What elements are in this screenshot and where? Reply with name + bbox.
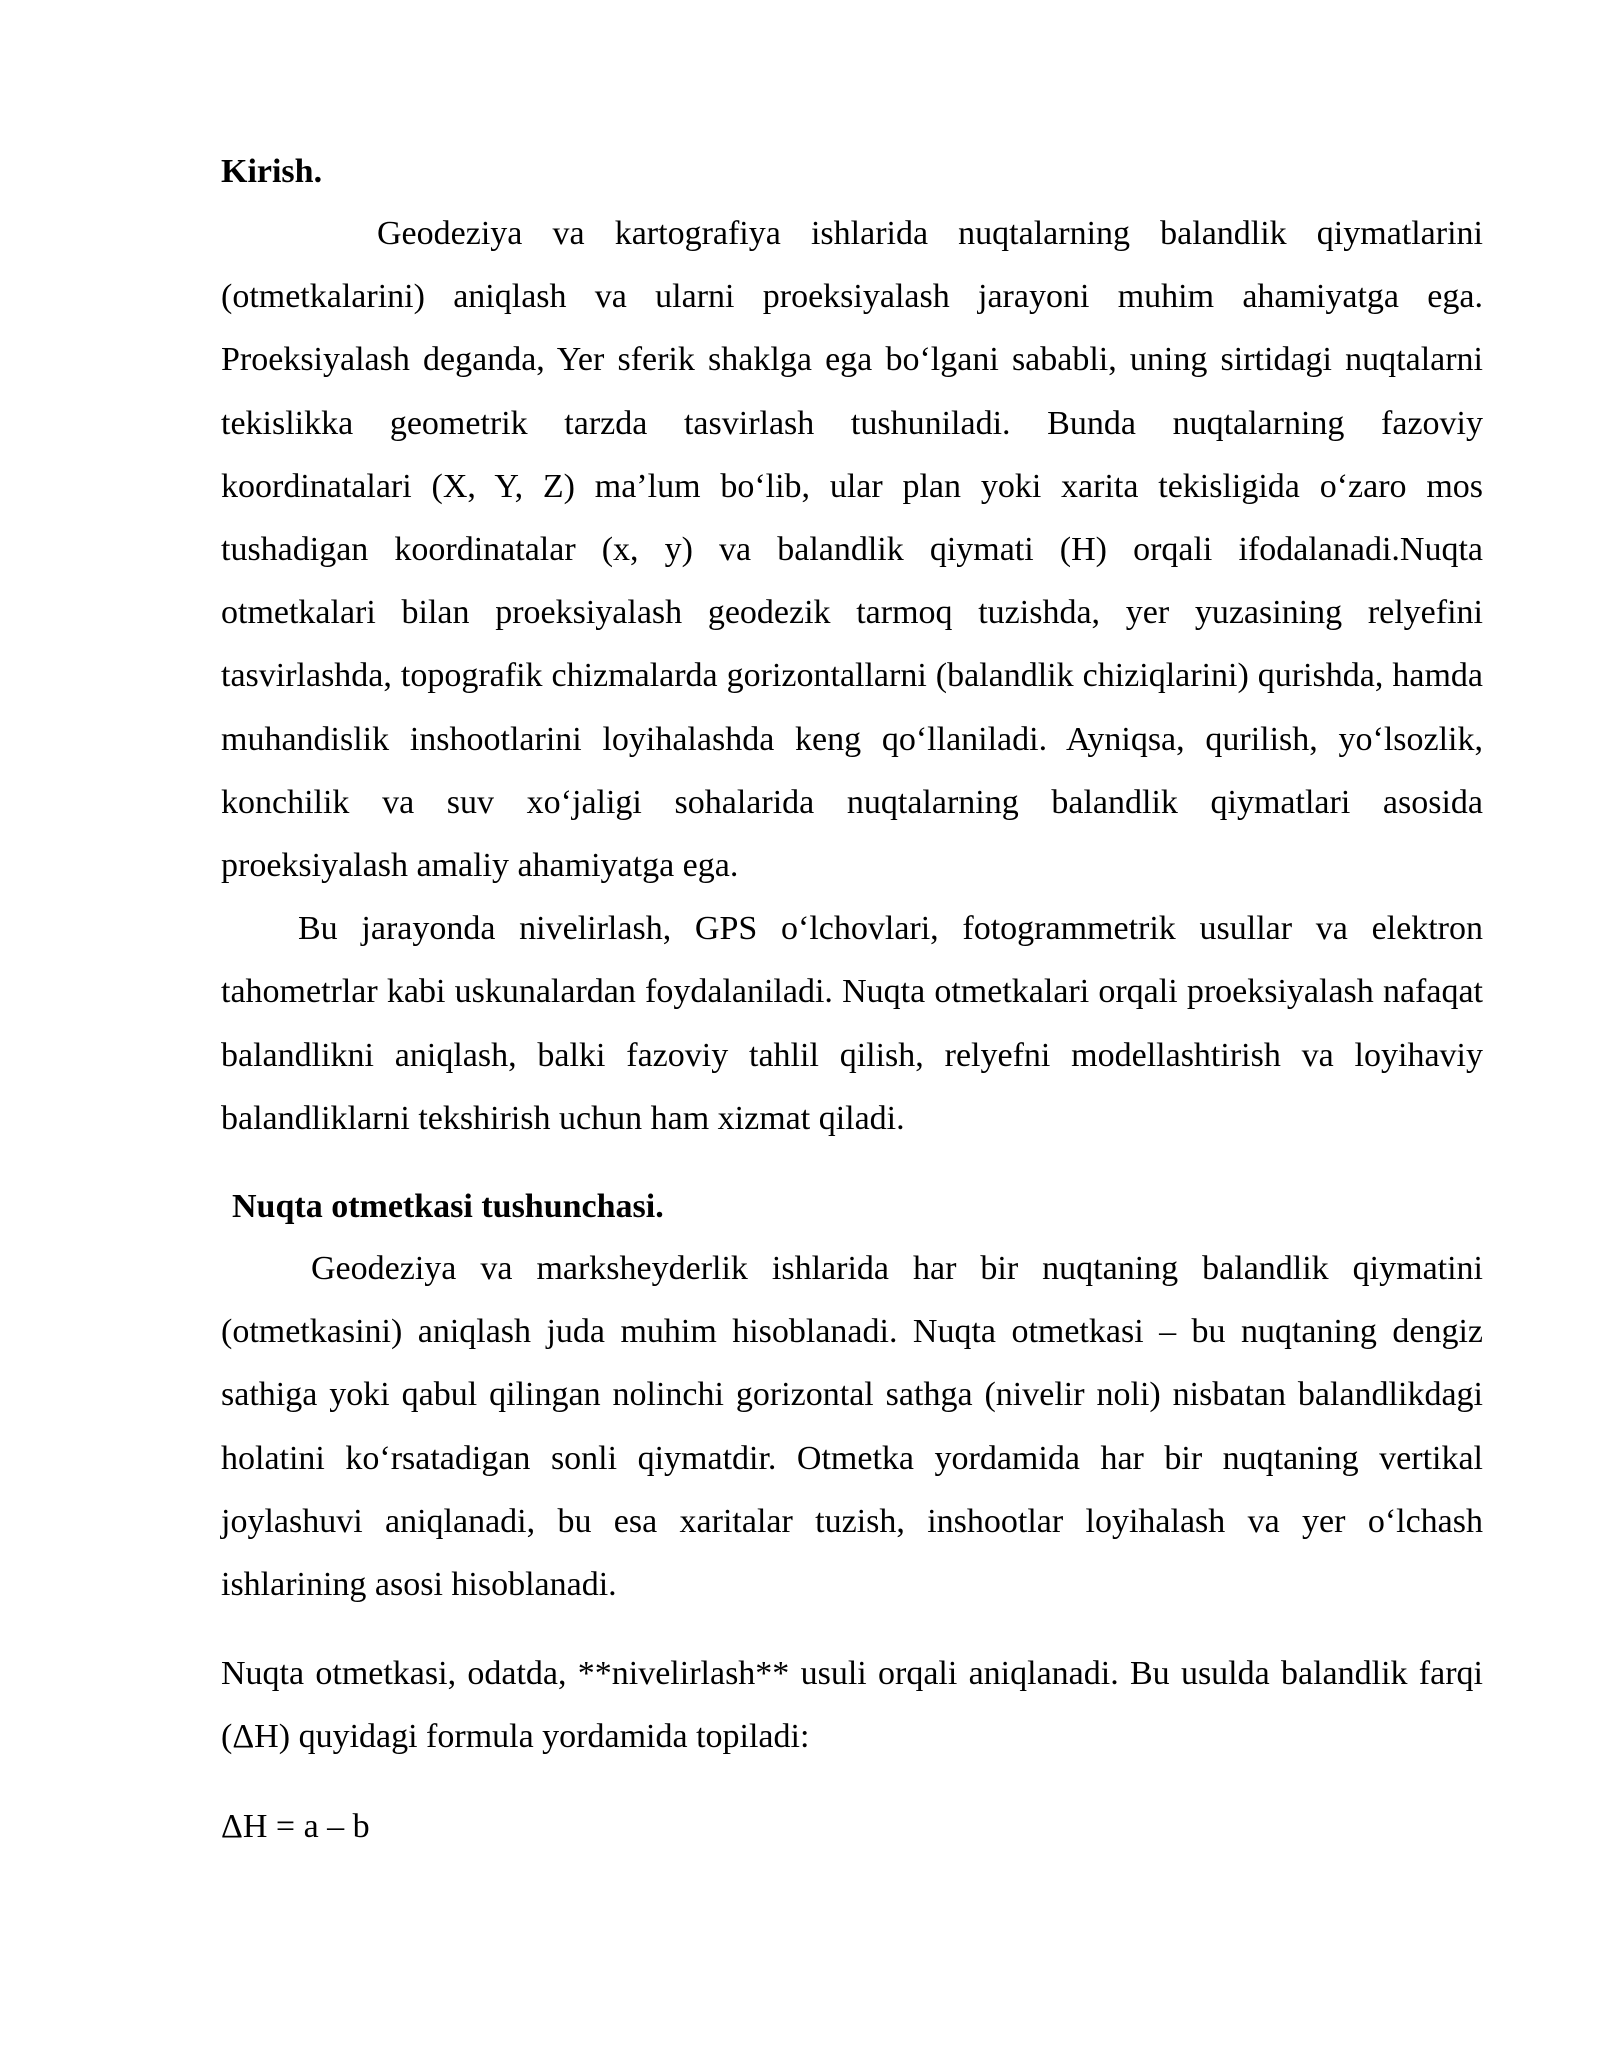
- intro-methods-paragraph: Bu jarayonda nivelirlash, GPS o‘lchovlari, fotogrammetrik usullar va elektron tahometrlar kabi uskunalardan foydalaniladi. Nuqta otmetkalari orqali proeksiyalash nafaqat balandlikni aniqlash, balki fazoviy tahlil qilish, relyefni modellashtirish va loyihaviy balandliklarni tekshirish uchun ham xizmat qiladi.: [221, 910, 1483, 1137]
- height-difference-formula: ΔH = a – b: [221, 1807, 370, 1845]
- point-elevation-paragraph: Geodeziya va marksheyderlik ishlarida har bir nuqtaning balandlik qiymatini (otmetkasini) aniqlash juda muhim hisoblanadi. Nuqta otmetkasi – bu nuqtaning dengiz sathiga yoki qabul qilingan nolinchi gorizontal sathga (nivelir noli) nisbatan balandlikdagi holatini ko‘rsatadigan sonli qiymatdir. Otmetka yordamida har bir nuqtaning vertikal joylashuvi aniqlanadi, bu esa xaritalar tuzish, inshootlar loyihalash va yer o‘lchash ishlarining asosi hisoblanadi.: [221, 1250, 1483, 1604]
- document-page: [221, 140, 1483, 1858]
- section-heading-point-elevation: Nuqta otmetkasi tushunchasi.: [232, 1188, 664, 1226]
- leveling-paragraph: Nuqta otmetkasi, odatda, **nivelirlash** usuli orqali aniqlanadi. Bu usulda balandlik farqi (ΔH) quyidagi formula yordamida topiladi:: [221, 1655, 1483, 1756]
- section-heading-introduction: Kirish.: [221, 153, 323, 190]
- intro-paragraph: Geodeziya va kartografiya ishlarida nuqtalarning balandlik qiymatlarini (otmetkalarini) aniqlash va ularni proeksiyalash jarayoni muhim ahamiyatga ega. Proeksiyalash deganda, Yer sferik shaklga ega bo‘lgani sababli, uning sirtidagi nuqtalarni tekislikka geometrik tarzda tasvirlash tushuniladi. Bunda nuqtalarning fazoviy koordinatalari (X, Y, Z) ma’lum bo‘lib, ular plan yoki xarita tekisligida o‘zaro mos tushadigan koordinatalar (x, y) va balandlik qiymati (H) orqali ifodalanadi.Nuqta otmetkalari bilan proeksiyalash geodezik tarmoq tuzishda, yer yuzasining relyefini tasvirlashda, topografik chizmalarda gorizontallarni (balandlik chiziqlarini) qurishda, hamda muhandislik inshootlarini loyihalashda keng qo‘llaniladi. Ayniqsa, qurilish, yo‘lsozlik, konchilik va suv xo‘jaligi sohalarida nuqtalarning balandlik qiymatlari asosida proeksiyalash amaliy ahamiyatga ega.: [221, 215, 1483, 885]
